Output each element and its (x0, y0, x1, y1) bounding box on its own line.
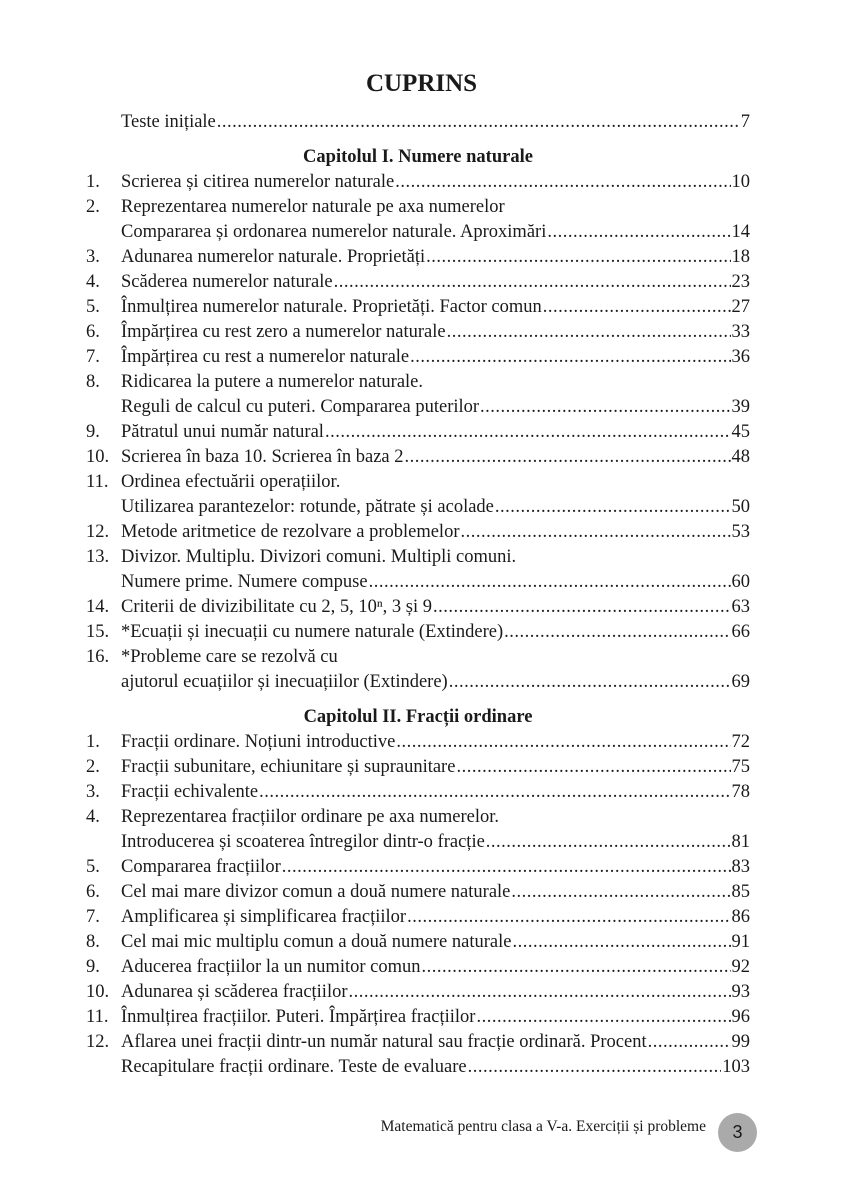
dot-leader (456, 755, 730, 780)
entry-title: Reguli de calcul cu puteri. Compararea puterilor (121, 397, 480, 417)
entry-page: 27 (731, 297, 750, 317)
entry-title: Ordinea efectuării operațiilor. (121, 472, 341, 492)
toc-entry[interactable] (86, 220, 750, 245)
entry-number: 2. (86, 197, 100, 217)
entry-title: Teste inițiale (121, 112, 216, 132)
entry-number: 3. (86, 247, 100, 267)
dot-leader (480, 395, 730, 420)
toc-entry[interactable] (86, 595, 750, 620)
toc-entry[interactable] (86, 1005, 750, 1030)
dot-leader (405, 445, 731, 470)
entry-title: Scrierea și citirea numerelor naturale (121, 172, 395, 192)
entry-number: 13. (86, 547, 110, 567)
entry-page: 18 (731, 247, 750, 267)
entry-page: 33 (731, 322, 750, 342)
entry-number: 8. (86, 932, 100, 952)
entry-title: Numere prime. Numere compuse (121, 572, 368, 592)
toc-entry[interactable] (86, 905, 750, 930)
entry-title: Aducerea fracțiilor la un numitor comun (121, 957, 421, 977)
dot-leader (476, 1005, 730, 1030)
chapter-heading: Capitolul I. Numere naturale (303, 147, 533, 167)
entry-number: 12. (86, 1032, 110, 1052)
entry-title: Adunarea și scăderea fracțiilor (121, 982, 348, 1002)
dot-leader (648, 1030, 731, 1055)
entry-page: 36 (731, 347, 750, 367)
toc-entry[interactable] (86, 980, 750, 1005)
entry-page: 72 (731, 732, 750, 752)
entry-number: 2. (86, 757, 100, 777)
entry-page: 103 (722, 1057, 750, 1077)
entry-title: Ridicarea la putere a numerelor naturale. (121, 372, 424, 392)
entry-number: 10. (86, 982, 110, 1002)
toc-entry[interactable] (86, 520, 750, 545)
entry-page: 23 (731, 272, 750, 292)
entry-number: 11. (86, 472, 109, 492)
toc-entry[interactable] (86, 295, 750, 320)
chapter-heading: Capitolul II. Fracții ordinare (303, 707, 533, 727)
toc-entry[interactable] (86, 855, 750, 880)
entry-page: 69 (731, 672, 750, 692)
entry-title: Fracții subunitare, echiunitare și supraunitare (121, 757, 456, 777)
dot-leader (468, 1055, 722, 1080)
entry-title: *Ecuații și inecuații cu numere naturale (Extindere) (121, 622, 504, 642)
dot-leader (486, 830, 731, 855)
toc-entry[interactable] (86, 545, 750, 570)
dot-leader (334, 270, 731, 295)
dot-leader (449, 670, 731, 695)
entry-title: Reprezentarea numerelor naturale pe axa numerelor (121, 197, 505, 217)
toc-entry[interactable] (86, 670, 750, 695)
dot-leader (511, 880, 730, 905)
toc-entry-intro[interactable] (86, 110, 750, 135)
table-of-contents (86, 110, 750, 1080)
entry-number: 9. (86, 957, 100, 977)
dot-leader (543, 295, 731, 320)
entry-page: 99 (731, 1032, 750, 1052)
toc-entry[interactable] (86, 345, 750, 370)
entry-number: 4. (86, 272, 100, 292)
dot-leader (349, 980, 731, 1005)
chapters-container (86, 145, 750, 1080)
entry-page: 60 (731, 572, 750, 592)
toc-entry[interactable] (86, 495, 750, 520)
entry-number: 5. (86, 297, 100, 317)
entry-number: 6. (86, 882, 100, 902)
dot-leader (325, 420, 731, 445)
dot-leader (512, 930, 730, 955)
entry-number: 5. (86, 857, 100, 877)
entry-title: Fracții echivalente (121, 782, 259, 802)
toc-entry[interactable] (86, 645, 750, 670)
toc-entry[interactable] (86, 880, 750, 905)
toc-entry[interactable] (86, 780, 750, 805)
entry-title: Adunarea numerelor naturale. Proprietăți (121, 247, 426, 267)
entry-page: 96 (731, 1007, 750, 1027)
toc-entry[interactable] (86, 570, 750, 595)
toc-entry[interactable] (86, 320, 750, 345)
toc-entry[interactable] (86, 955, 750, 980)
entry-page: 45 (731, 422, 750, 442)
entry-page: 93 (731, 982, 750, 1002)
toc-entry[interactable] (86, 830, 750, 855)
dot-leader (447, 320, 731, 345)
entry-number: 6. (86, 322, 100, 342)
entry-title: Aflarea unei fracții dintr-un număr natural sau fracție ordinară. Procent (121, 1032, 647, 1052)
entry-page: 14 (731, 222, 750, 242)
entry-number: 8. (86, 372, 100, 392)
entry-title: Metode aritmetice de rezolvare a problemelor (121, 522, 460, 542)
entry-number: 3. (86, 782, 100, 802)
entry-title: Cel mai mic multiplu comun a două numere naturale (121, 932, 512, 952)
entry-title: Împărțirea cu rest zero a numerelor naturale (121, 322, 446, 342)
entry-page: 66 (731, 622, 750, 642)
entry-number: 1. (86, 172, 100, 192)
toc-entry[interactable] (86, 805, 750, 830)
toc-entry[interactable] (86, 445, 750, 470)
entry-title: ajutorul ecuațiilor și inecuațiilor (Extindere) (121, 672, 448, 692)
toc-entry[interactable] (86, 1055, 750, 1080)
dot-leader (495, 495, 731, 520)
dot-leader (217, 110, 740, 135)
entry-page: 53 (731, 522, 750, 542)
entry-number: 4. (86, 807, 100, 827)
entry-page: 81 (731, 832, 750, 852)
dot-leader (504, 620, 730, 645)
entry-page: 75 (731, 757, 750, 777)
dot-leader (433, 595, 730, 620)
entry-page: 83 (731, 857, 750, 877)
entry-page: 10 (731, 172, 750, 192)
entry-title: *Probleme care se rezolvă cu (121, 647, 338, 667)
entry-title: Împărțirea cu rest a numerelor naturale (121, 347, 410, 367)
entry-title: Fracții ordinare. Noțiuni introductive (121, 732, 396, 752)
entry-title: Amplificarea și simplificarea fracțiilor (121, 907, 407, 927)
dot-leader (259, 780, 730, 805)
entry-number: 11. (86, 1007, 109, 1027)
page-title: CUPRINS (365, 70, 478, 97)
entry-title: Criterii de divizibilitate cu 2, 5, 10ⁿ, 3 și 9 (121, 597, 433, 617)
entry-title: Scăderea numerelor naturale (121, 272, 333, 292)
dot-leader (282, 855, 731, 880)
dot-leader (426, 245, 730, 270)
entry-page: 39 (731, 397, 750, 417)
entry-number: 14. (86, 597, 110, 617)
entry-title: Înmulțirea fracțiilor. Puteri. Împărțirea fracțiilor (121, 1007, 476, 1027)
entry-title: Cel mai mare divizor comun a două numere naturale (121, 882, 511, 902)
entry-title: Introducerea și scoaterea întregilor dintr-o fracție (121, 832, 485, 852)
dot-leader (460, 520, 730, 545)
entry-number: 16. (86, 647, 110, 667)
footer-title: Matematică pentru clasa a V-a. Exerciții și probleme (380, 1118, 706, 1135)
entry-page: 7 (740, 112, 750, 132)
entry-page: 63 (731, 597, 750, 617)
toc-entry[interactable] (86, 470, 750, 495)
toc-entry[interactable] (86, 620, 750, 645)
entry-page: 48 (731, 447, 750, 467)
toc-entry[interactable] (86, 245, 750, 270)
toc-entry[interactable] (86, 730, 750, 755)
entry-page: 86 (731, 907, 750, 927)
entry-number: 1. (86, 732, 100, 752)
dot-leader (422, 955, 731, 980)
dot-leader (407, 905, 730, 930)
dot-leader (395, 170, 730, 195)
entry-page: 50 (731, 497, 750, 517)
toc-entry[interactable] (86, 370, 750, 395)
toc-entry[interactable] (86, 270, 750, 295)
entry-number: 15. (86, 622, 110, 642)
dot-leader (369, 570, 731, 595)
toc-entry[interactable] (86, 930, 750, 955)
toc-entry[interactable] (86, 1030, 750, 1055)
dot-leader (410, 345, 730, 370)
entry-number: 12. (86, 522, 110, 542)
entry-number: 7. (86, 907, 100, 927)
entry-title: Reprezentarea fracțiilor ordinare pe axa numerelor. (121, 807, 500, 827)
dot-leader (396, 730, 730, 755)
entry-page: 85 (731, 882, 750, 902)
entry-title: Scrierea în baza 10. Scrierea în baza 2 (121, 447, 404, 467)
entry-number: 10. (86, 447, 110, 467)
entry-title: Divizor. Multiplu. Divizori comuni. Multipli comuni. (121, 547, 517, 567)
toc-entry[interactable] (86, 420, 750, 445)
entry-title: Înmulțirea numerelor naturale. Proprietăți. Factor comun (121, 297, 542, 317)
entry-title: Compararea fracțiilor (121, 857, 281, 877)
entry-number: 9. (86, 422, 100, 442)
dot-leader (547, 220, 730, 245)
entry-number: 7. (86, 347, 100, 367)
page-number-badge: 3 (718, 1113, 757, 1152)
toc-entry[interactable] (86, 195, 750, 220)
entry-title: Recapitulare fracții ordinare. Teste de evaluare (121, 1057, 467, 1077)
toc-entry[interactable] (86, 755, 750, 780)
toc-entry[interactable] (86, 170, 750, 195)
entry-page: 78 (731, 782, 750, 802)
toc-entry[interactable] (86, 395, 750, 420)
entry-title: Compararea și ordonarea numerelor naturale. Aproximări (121, 222, 547, 242)
entry-page: 92 (731, 957, 750, 977)
entry-title: Pătratul unui număr natural (121, 422, 324, 442)
entry-title: Utilizarea parantezelor: rotunde, pătrate și acolade (121, 497, 494, 517)
entry-page: 91 (731, 932, 750, 952)
